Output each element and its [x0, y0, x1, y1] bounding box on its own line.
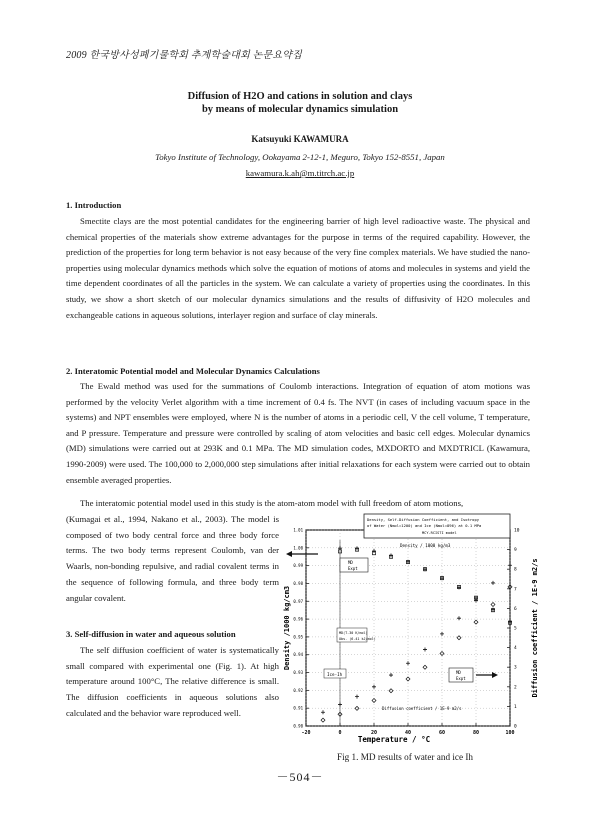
section-2-body-cont: The interatomic potential model used in this study is the atom-atom model with full freedom of atom motions,: [80, 498, 464, 508]
y-tick-label: 0.92: [293, 687, 303, 693]
proceedings-header: 2009 한국방사성폐기물학회 추계학술대회 논문요약집: [66, 50, 302, 61]
diffusion-md-point: [423, 665, 427, 669]
section-1-heading: 1. Introduction: [66, 200, 122, 210]
y-axis-title-right: Diffusion coefficient / 1E-9 m2/s: [531, 558, 539, 698]
density-arrow-head: [286, 551, 292, 557]
diffusion-legend-md: MD: [456, 670, 461, 675]
plot-frame: [306, 530, 510, 726]
y2-tick-label: 7: [514, 587, 517, 593]
section-2-body: The Ewald method was used for the summations of Coulomb interactions. Integration of equation of atom motions was performed by the velocity Verlet algorithm with a time increment of 0.4 fs. The NVT (in cases of including vacuum space in the systems) and NPT ensembles were employed, where N is the number of atoms in a periodic cell, V the cell volume, T temperature, and P pressure. Temperature and pressure were controlled by scaling of atom velocities and basic cell edges. Molecular dynamics (MD) simulations were carried out at 293K and 0.1 MPa. The MD simulation codes, MXDORTO and MXDTRICL (Kawamura, 1990-2009) were used. The 100,000 to 2,000,000 step simulations after initial relaxations for each system were carried out to obtain ensemble averaged properties.: [66, 381, 530, 485]
x-tick-label: 60: [438, 730, 446, 736]
activation-note-2: Obs. (6.41 kJ/mol): [339, 637, 376, 641]
figure-caption: Fig 1. MD results of water and ice Ih: [337, 752, 473, 762]
chart-title-line-1: Density, Self-Diffusion Coefficient, and Isotropy: [367, 517, 480, 522]
x-tick-label: -20: [301, 730, 311, 736]
x-tick-label: 0: [338, 730, 342, 736]
diffusion-expt-point: [355, 695, 359, 699]
diffusion-legend-expt: Expt: [456, 676, 466, 681]
diffusion-series-label: Diffusion coefficient / 1E-9 m2/s: [382, 706, 462, 711]
diffusion-expt-point: [406, 661, 410, 665]
section-2-left-column: (Kumagai et al., 1994, Nakano et al., 2003). The model is composed of two body central force and three body force terms. The two body terms represent Coulomb, van der Waarls, non-bonding repulsive, and radial covalent terms in the sequence of following formula, and three body term angular covalent.: [66, 514, 279, 603]
diffusion-md-point: [389, 689, 393, 693]
author-affiliation: Tokyo Institute of Technology, Ookayama 2-12-1, Meguro, Tokyo 152-8551, Japan: [155, 152, 445, 162]
diffusion-expt-point: [321, 710, 325, 714]
section-1-body: Smectite clays are the most potential candidates for the engineering barrier of high level radioactive waste. The physical and chemical properties of the materials show extreme advantages for the purpose in terms of the required capability. However, the prediction of the properties for long term behavior is not easy because of the very fine complex materials. We have studied the nano-properties using molecular dynamics methods which solve the equation of motions of atoms and molecules in systems and yield the time dependent coordinates of all the particles in the system. We can calculate a variety of properties using the coordinates. In this study, we show a short sketch of our molecular dynamics simulations and the results of diffusivity of H2O molecules and exchangeable cations in aqueous solutions, interlayer region and surface of clay minerals.: [66, 216, 530, 320]
density-legend-expt: Expt: [348, 566, 358, 571]
y2-tick-label: 6: [514, 606, 517, 612]
section-3-body: The self diffusion coefficient of water is systematically small compared with experimental one (Fig. 1). At high temperature around 100°C, The relative difference is small. The diffusion coefficients in aqueous solutions also calculated and the behavior ware reproduced well.: [66, 645, 279, 718]
y2-tick-label: 4: [514, 646, 517, 652]
section-3-heading: 3. Self-diffusion in water and aqueous solution: [66, 629, 236, 639]
y2-tick-label: 9: [514, 548, 517, 554]
activation-note-1: MD(T-30 K/mol): [339, 631, 368, 635]
diffusion-md-point: [321, 718, 325, 722]
diffusion-arrow-head: [492, 672, 498, 678]
x-tick-label: 80: [472, 730, 480, 736]
figure-1-chart: [282, 510, 544, 748]
y2-tick-label: 8: [514, 567, 517, 573]
diffusion-md-point: [491, 602, 495, 606]
y-tick-label: 0.93: [293, 670, 303, 676]
diffusion-expt-point: [338, 702, 342, 706]
y-tick-label: 0.99: [293, 563, 303, 569]
density-series-label: Density / 1000 kg/m3: [400, 543, 451, 548]
y2-tick-label: 1: [514, 704, 517, 710]
x-tick-label: 40: [404, 730, 412, 736]
diffusion-expt-point: [457, 616, 461, 620]
y-tick-label: 1.00: [293, 545, 303, 551]
y-tick-label: 0.90: [293, 723, 303, 729]
y-tick-label: 0.91: [293, 705, 303, 711]
y-tick-label: 0.95: [293, 634, 303, 640]
diffusion-expt-point: [423, 648, 427, 652]
diffusion-expt-point: [389, 673, 393, 677]
chart-title-line-3: MCY-RCISTI model: [422, 531, 457, 535]
y-tick-label: 0.98: [293, 580, 303, 586]
y-tick-label: 0.94: [293, 652, 303, 658]
x-axis-title: Temperature / °C: [357, 735, 431, 744]
diffusion-expt-point: [440, 632, 444, 636]
y-axis-title-left: Density /1000 kg/cm3: [283, 585, 291, 671]
diffusion-expt-point: [508, 563, 512, 567]
section-2-heading: 2. Interatomic Potential model and Molecular Dynamics Calculations: [66, 366, 320, 376]
y-tick-label: 0.97: [293, 598, 303, 604]
density-legend-md: MD: [348, 560, 353, 565]
diffusion-expt-point: [372, 685, 376, 689]
y2-tick-label: 0: [514, 724, 517, 730]
y2-tick-label: 2: [514, 685, 517, 691]
diffusion-md-point: [457, 636, 461, 640]
chart-title-line-2: of Water (Nmol=1200) and Ice (Nmol=896) at 0.1 MPa: [367, 523, 482, 528]
diffusion-expt-point: [491, 581, 495, 585]
y-tick-label: 1.01: [293, 527, 303, 533]
x-tick-label: 20: [370, 730, 378, 736]
x-tick-label: 100: [505, 730, 515, 736]
page-number: －504－: [276, 770, 324, 784]
author-name: Katsuyuki KAWAMURA: [251, 134, 349, 144]
paper-title-line-1: Diffusion of H2O and cations in solution and clays: [187, 91, 413, 102]
y2-tick-label: 10: [514, 528, 520, 534]
y2-tick-label: 3: [514, 665, 517, 671]
y2-tick-label: 5: [514, 626, 517, 632]
ice-label: Ice-Ih: [327, 672, 343, 677]
y-tick-label: 0.96: [293, 616, 303, 622]
author-email[interactable]: kawamura.k.ah@m.titrch.ac.jp: [245, 168, 355, 178]
paper-title-line-2: by means of molecular dynamics simulation: [201, 104, 399, 115]
